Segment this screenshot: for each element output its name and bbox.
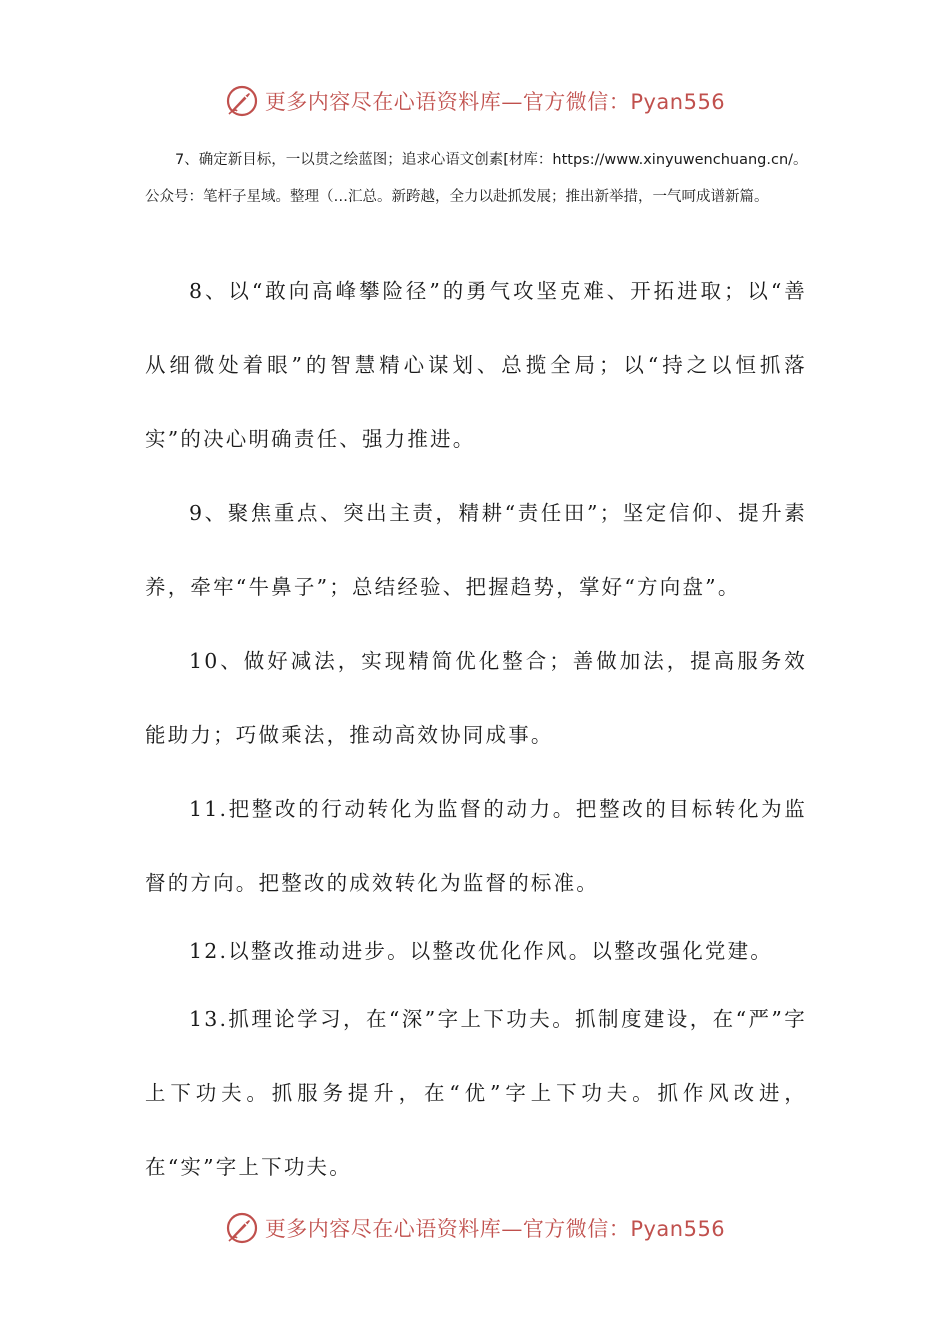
header-banner-text [265, 86, 725, 116]
header-banner-main: 更多内容尽在心语资料库 [264, 90, 502, 114]
footer-banner-text [265, 1213, 725, 1243]
footer-banner-wechat-label: 官方微信： [522, 1217, 631, 1241]
body-text [145, 254, 807, 1204]
paragraph-12: 12.以整改推动进步。以整改优化作风。以整改强化党建。 [189, 939, 774, 963]
footer-banner-dash: — [501, 1217, 523, 1241]
paragraph-7: 7、确定新目标，一以贯之绘蓝图；追求心语文创素[材库：https://www.xinyuwenchuang.cn/。公众号：笔杆子星域。整理（…汇总。新跨越，全力以赴抓发展；推出新举措，一气呵成谱新篇。 [145, 152, 808, 205]
footer-banner [0, 1211, 950, 1245]
header-banner-dash: — [501, 90, 523, 114]
paragraph-8: 8、以“敢向高峰攀险径”的勇气攻坚克难、开拓进取；以“善从细微处着眼”的智慧精心谋划、总揽全局；以“持之以恒抓落实”的决心明确责任、强力推进。 [145, 279, 807, 451]
paragraph-9: 9、聚焦重点、突出主责，精耕“责任田”；坚定信仰、提升素养，牵牢“牛鼻子”；总结经验、把握趋势，掌好“方向盘”。 [145, 501, 807, 599]
footer-banner-wechat-id: Pyan556 [630, 1217, 726, 1241]
paragraph-13: 13.抓理论学习，在“深”字上下功夫。抓制度建设，在“严”字上下功夫。抓服务提升，在“优”字上下功夫。抓作风改进，在“实”字上下功夫。 [145, 1007, 807, 1179]
header-banner [0, 84, 950, 118]
pen-nib-logo-icon [225, 1211, 259, 1245]
pen-nib-logo-icon [225, 84, 259, 118]
paragraph-11: 11.把整改的行动转化为监督的动力。把整改的目标转化为监督的方向。把整改的成效转化为监督的标准。 [145, 797, 807, 895]
footer-banner-main: 更多内容尽在心语资料库 [264, 1217, 502, 1241]
header-banner-wechat-id: Pyan556 [630, 90, 726, 114]
paragraph-10: 10、做好减法，实现精简优化整合；善做加法，提高服务效能助力；巧做乘法，推动高效协同成事。 [145, 649, 807, 747]
header-banner-wechat-label: 官方微信： [522, 90, 631, 114]
